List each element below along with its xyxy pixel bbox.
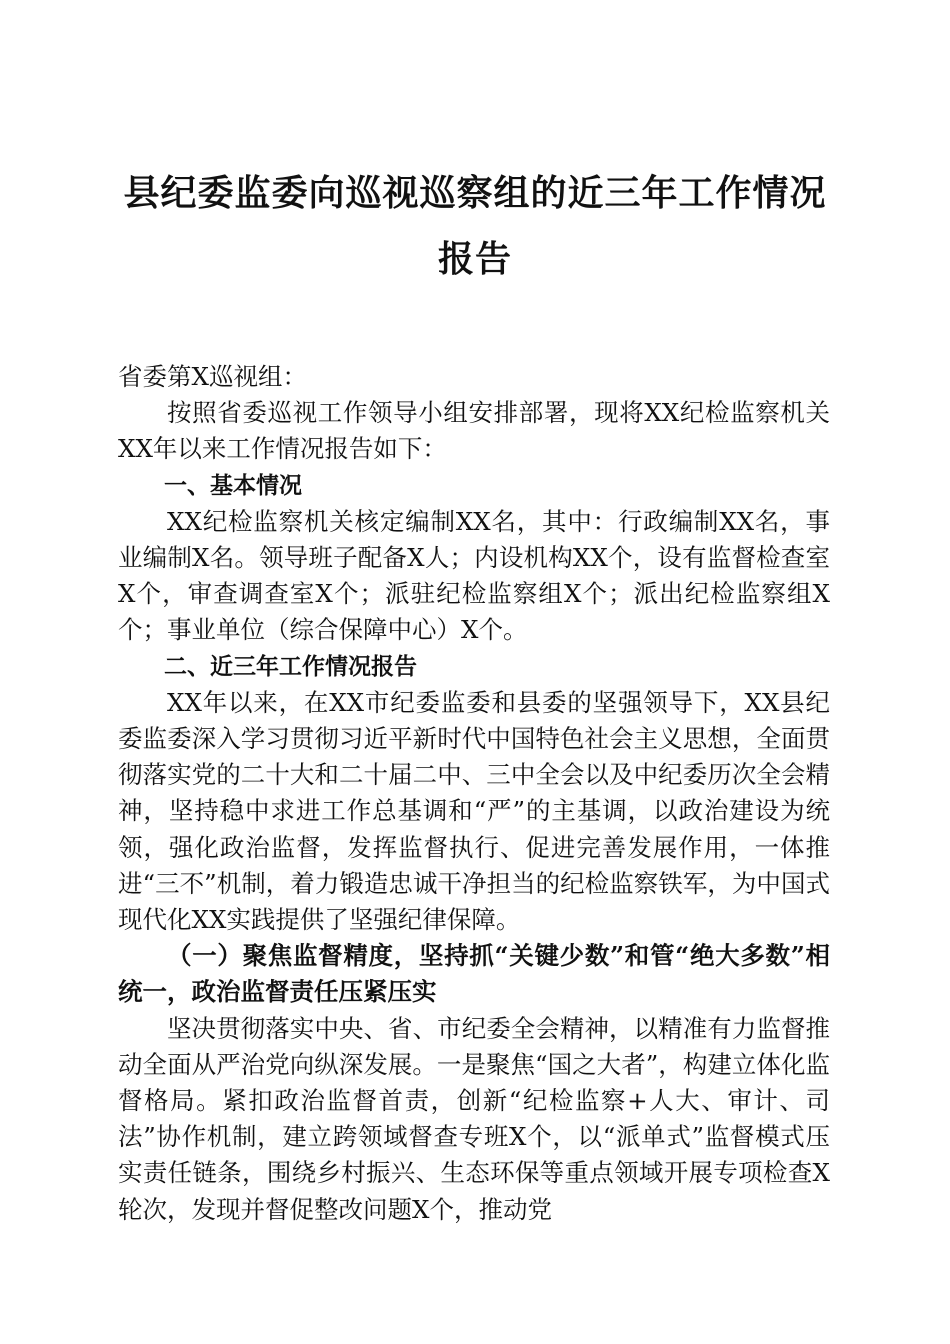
intro-paragraph: 按照省委巡视工作领导小组安排部署，现将XX纪检监察机关XX年以来工作情况报告如下： bbox=[118, 398, 830, 464]
section-heading-basic: 一、基本情况 bbox=[164, 472, 302, 499]
salutation: 省委第X巡视组： bbox=[118, 362, 307, 391]
section-heading-report: 二、近三年工作情况报告 bbox=[164, 653, 417, 680]
basic-info-paragraph: XX纪检监察机关核定编制XX名，其中：行政编制XX名，事业编制X名。领导班子配备X人；内设机构XX个，设有监督检查室X个，审查调查室X个；派驻纪检监察组X个；派出纪检监察组X个；事业单位（综合保障中心）X个。 bbox=[118, 506, 830, 645]
document-title: 县纪委监委向巡视巡察组的近三年工作情况报告 bbox=[123, 172, 827, 280]
supervision-paragraph: 坚决贯彻落实中央、省、市纪委全会精神，以精准有力监督推动全面从严治党向纵深发展。一是聚焦“国之大者”，构建立体化监督格局。紧扣政治监督首责，创新“纪检监察+人大、审计、司法”协作机制，建立跨领域督查专班X个，以“派单式”监督模式压实责任链条，围绕乡村振兴、生态环保等重点领域开展专项检查X轮次，发现并督促整改问题X个，推动党 bbox=[118, 1013, 830, 1224]
document-body bbox=[118, 359, 830, 1228]
subsection-heading-supervision: （一）聚焦监督精度，坚持抓“关键少数”和管“绝大多数”相统一，政治监督责任压紧压实 bbox=[118, 941, 830, 1007]
report-overview-paragraph: XX年以来，在XX市纪委监委和县委的坚强领导下，XX县纪委监委深入学习贯彻习近平新时代中国特色社会主义思想，全面贯彻落实党的二十大和二十届二中、三中全会以及中纪委历次全会精神，坚持稳中求进工作总基调和“严”的主基调，以政治建设为统领，强化政治监督，发挥监督执行、促进完善发展作用，一体推进“三不”机制，着力锻造忠诚干净担当的纪检监察铁军，为中国式现代化XX实践提供了坚强纪律保障。 bbox=[118, 687, 830, 935]
